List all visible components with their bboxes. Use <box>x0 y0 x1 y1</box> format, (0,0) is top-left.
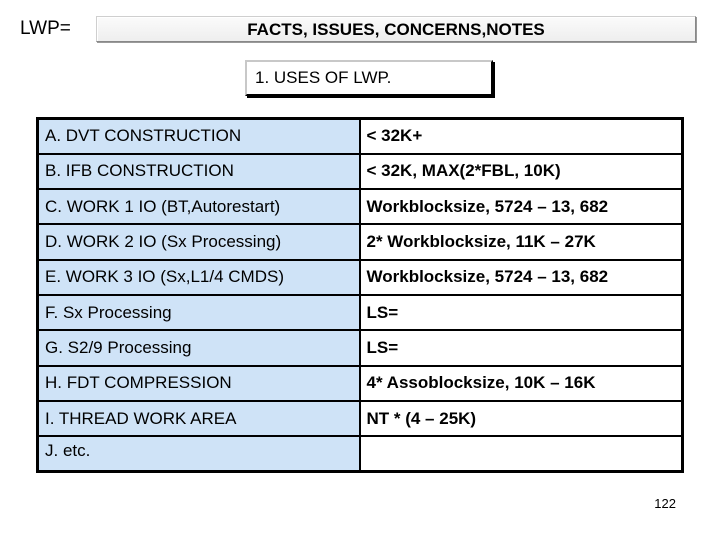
table-cell-label: C. WORK 1 IO (BT,Autorestart) <box>38 189 360 224</box>
uses-table <box>36 117 684 473</box>
table-cell-label: D. WORK 2 IO (Sx Processing) <box>38 224 360 259</box>
lwp-label: LWP= <box>20 18 71 39</box>
table-cell-value: 4* Assoblocksize, 10K – 16K <box>360 366 683 401</box>
table-cell-value: 2* Workblocksize, 11K – 27K <box>360 224 683 259</box>
section-subtitle: 1. USES OF LWP. <box>245 60 493 96</box>
table-cell-label: I. THREAD WORK AREA <box>38 401 360 436</box>
table-cell-value: NT * (4 – 25K) <box>360 401 683 436</box>
page-number: 122 <box>654 496 676 511</box>
table-row <box>38 295 683 330</box>
table-row <box>38 260 683 295</box>
table-cell-label: H. FDT COMPRESSION <box>38 366 360 401</box>
table-cell-value: Workblocksize, 5724 – 13, 682 <box>360 260 683 295</box>
table-cell-label: E. WORK 3 IO (Sx,L1/4 CMDS) <box>38 260 360 295</box>
table-row <box>38 330 683 365</box>
table-row <box>38 224 683 259</box>
table-cell-label: A. DVT CONSTRUCTION <box>38 119 360 154</box>
table-cell-value: LS= <box>360 295 683 330</box>
table-cell-value: Workblocksize, 5724 – 13, 682 <box>360 189 683 224</box>
table-row <box>38 436 683 471</box>
table-row <box>38 401 683 436</box>
table-cell-value: < 32K, MAX(2*FBL, 10K) <box>360 154 683 189</box>
table-row <box>38 119 683 154</box>
table-cell-value: < 32K+ <box>360 119 683 154</box>
table-row <box>38 189 683 224</box>
table-row <box>38 366 683 401</box>
table-cell-value: LS= <box>360 330 683 365</box>
table-cell-value <box>360 436 683 471</box>
header-title-bar: FACTS, ISSUES, CONCERNS,NOTES <box>96 16 696 42</box>
table-cell-label: B. IFB CONSTRUCTION <box>38 154 360 189</box>
table-cell-label: J. etc. <box>38 436 360 471</box>
table-cell-label: F. Sx Processing <box>38 295 360 330</box>
table-cell-label: G. S2/9 Processing <box>38 330 360 365</box>
table-row <box>38 154 683 189</box>
